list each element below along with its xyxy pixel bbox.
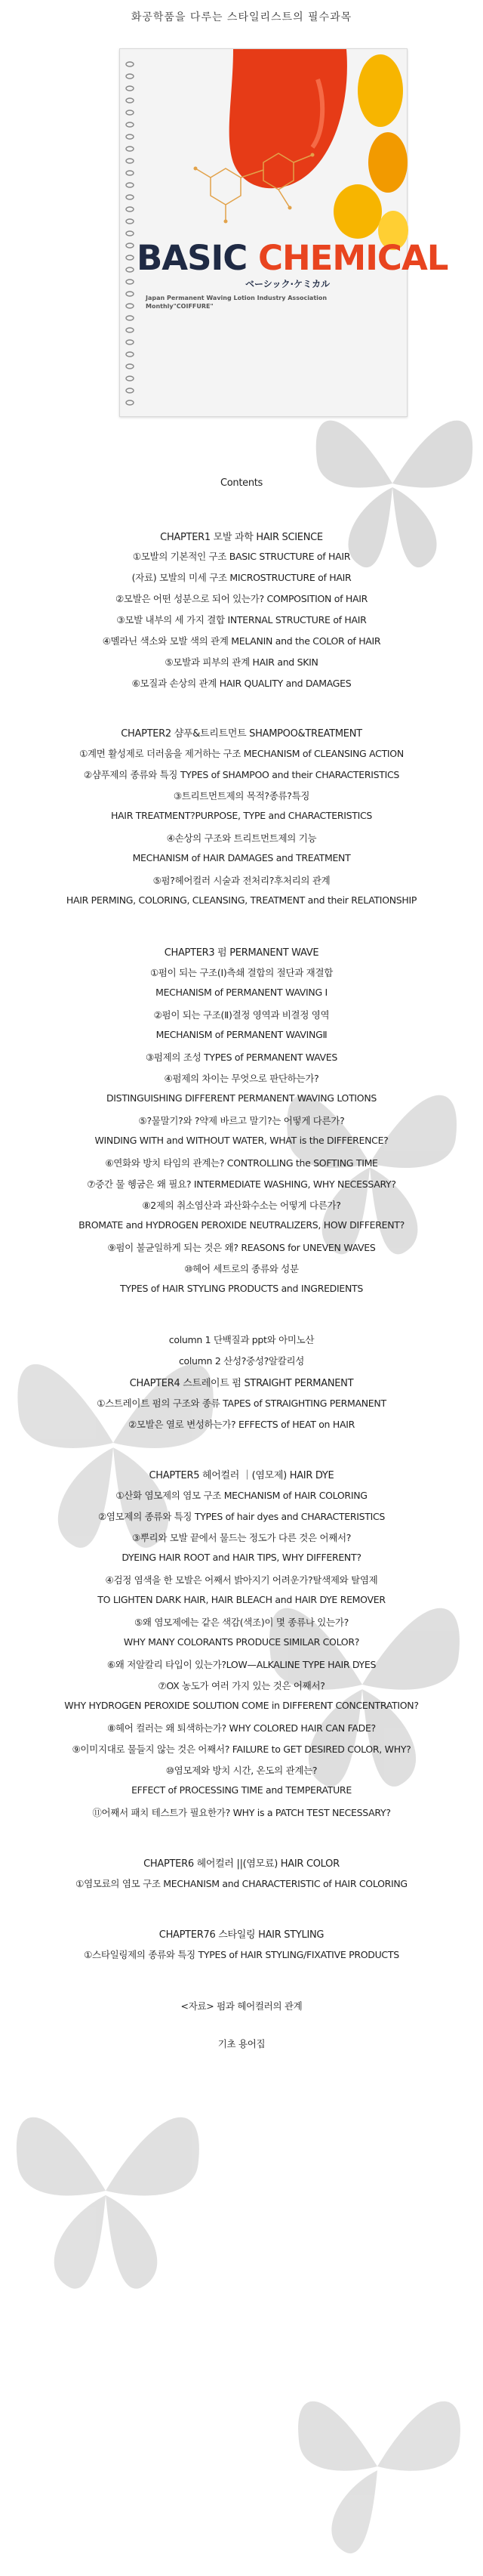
toc-item: HAIR TREATMENT?PURPOSE, TYPE and CHARACTERISTICS — [110, 810, 373, 821]
toc-item: ②샴푸제의 종류와 특징 TYPES of SHAMPOO and their CHARACTERISTICS — [83, 769, 400, 780]
toc-item: ⑪어째서 패치 테스트가 필요한가? WHY is a PATCH TEST NECESSARY? — [92, 1807, 391, 1818]
toc-item: MECHANISM of PERMANENT WAVING Ⅰ — [155, 987, 328, 998]
toc-item: WHY HYDROGEN PEROXIDE SOLUTION COME in DIFFERENT CONCENTRATION? — [64, 1700, 419, 1711]
toc-item: HAIR PERMING, COLORING, CLEANSING, TREATMENT and their RELATIONSHIP — [66, 894, 417, 906]
toc-item: WHY MANY COLORANTS PRODUCE SIMILAR COLOR? — [123, 1636, 360, 1648]
toc-item: ①펌이 되는 구조(Ⅰ)측쇄 결합의 절단과 재결합 — [150, 967, 333, 978]
toc-item: ①모발의 기본적인 구조 BASIC STRUCTURE of HAIR — [132, 551, 351, 562]
toc-item: ④검정 염색을 한 모발은 어째서 밝아지기 어려운가?탈색제와 탈염제 — [105, 1574, 378, 1586]
toc-item: BROMATE and HYDROGEN PEROXIDE NEUTRALIZERS, HOW DIFFERENT? — [78, 1219, 405, 1231]
toc-item: WINDING WITH and WITHOUT WATER, WHAT is the DIFFERENCE? — [94, 1135, 389, 1146]
toc-item: MECHANISM of HAIR DAMAGES and TREATMENT — [132, 852, 351, 863]
intro-text: 화공학품을 다루는 스타일리스트의 필수과목 — [131, 11, 352, 23]
cover-subtitle — [146, 294, 327, 310]
cover-title-basic: BASIC — [137, 238, 248, 278]
toc-item: ②모발은 어떤 성분으로 되어 있는가? COMPOSITION of HAIR — [115, 593, 368, 604]
toc-item: ⑤?물말기?와 ?약제 바르고 말기?는 어떻게 다른가? — [138, 1115, 345, 1126]
cover-subtitle-line: Monthly"COIFFURE" — [146, 303, 214, 310]
toc-item: ⑥연화와 방치 타임의 관계는? CONTROLLING the SOFTING TIME — [105, 1157, 378, 1169]
cover-subtitle-line: Japan Permanent Waving Lotion Industry Association — [146, 295, 328, 301]
butterfly-watermark-icon — [0, 2055, 211, 2327]
toc-item: TO LIGHTEN DARK HAIR, HAIR BLEACH and HAIR DYE REMOVER — [97, 1594, 386, 1605]
toc-item: ⑧헤어 컬러는 왜 퇴색하는가? WHY COLORED HAIR CAN FADE? — [107, 1722, 376, 1734]
toc-item: ⑤모발과 피부의 관계 HAIR and SKIN — [165, 656, 318, 668]
toc-item: ⑥왜 저알칼리 타입이 있는가?LOW—ALKALINE TYPE HAIR DYES — [106, 1659, 377, 1670]
toc-chapter-heading: CHAPTER5 헤어컬러 ｜(염모제) HAIR DYE — [149, 1470, 334, 1481]
toc-item: ⑨이미지대로 물들지 않는 것은 어째서? FAILURE to GET DESIRED COLOR, WHY? — [72, 1744, 411, 1755]
toc-item: 기초 용어집 — [217, 2038, 266, 2049]
toc-item: ②펌이 되는 구조(Ⅱ)결정 영역과 비결정 영역 — [153, 1009, 330, 1021]
toc-item: DISTINGUISHING DIFFERENT PERMANENT WAVING LOTIONS — [106, 1092, 377, 1104]
toc-chapter-heading: CHAPTER1 모발 과학 HAIR SCIENCE — [160, 532, 323, 543]
toc-item: ①산화 염모제의 염모 구조 MECHANISM of HAIR COLORING — [115, 1490, 368, 1501]
toc-item: ⑩염모제와 방치 시간, 온도의 관계는? — [165, 1765, 318, 1776]
toc-item: ⑥모질과 손상의 관계 HAIR QUALITY and DAMAGES — [131, 678, 352, 689]
toc-chapter-heading: CHAPTER6 헤어컬러 ||(염모료) HAIR COLOR — [143, 1858, 340, 1870]
toc-item: DYEING HAIR ROOT and HAIR TIPS, WHY DIFFERENT? — [122, 1552, 361, 1563]
toc-item: column 1 단백질과 ppt와 아미노산 — [168, 1334, 315, 1345]
toc-item: MECHANISM of PERMANENT WAVINGⅡ — [155, 1029, 328, 1040]
toc-item: ⑤왜 염모제에는 같은 색감(색조)이 몇 종류나 있는가? — [134, 1617, 349, 1628]
toc-item: EFFECT of PROCESSING TIME and TEMPERATURE — [131, 1784, 352, 1796]
book-cover — [119, 48, 448, 417]
toc-item: ⑦OX 농도가 여러 가지 있는 것은 어째서? — [158, 1680, 325, 1691]
toc-chapter-heading: CHAPTER76 스타일링 HAIR STYLING — [158, 1929, 325, 1941]
toc-item: ③펌제의 조성 TYPES of PERMANENT WAVES — [145, 1052, 338, 1063]
toc-item: (자료) 모발의 미세 구조 MICROSTRUCTURE of HAIR — [131, 572, 352, 583]
toc-item: ⑦중간 물 헹굼은 왜 필요? INTERMEDIATE WASHING, WHY NECESSARY? — [87, 1178, 396, 1190]
toc-item: ④멜라닌 색소와 모발 색의 관계 MELANIN and the COLOR of HAIR — [102, 635, 381, 647]
butterfly-watermark-icon — [272, 2357, 483, 2576]
toc-item: column 2 산성?중성?알칼리성 — [178, 1355, 305, 1367]
cover-artwork — [120, 49, 407, 416]
yellow-drop-icon — [358, 54, 403, 127]
toc-item: ①염모료의 염모 구조 MECHANISM and CHARACTERISTIC of HAIR COLORING — [75, 1878, 408, 1889]
toc-item: ③트리트먼트제의 목적?종류?특징 — [173, 790, 310, 802]
toc-item: ④펌제의 차이는 무엇으로 판단하는가? — [164, 1073, 319, 1084]
toc-item: ①스트레이트 펌의 구조와 종류 TAPES of STRAIGHTING PERMANENT — [97, 1398, 386, 1409]
cover-title — [137, 238, 448, 278]
toc-chapter-heading: CHAPTER3 펌 PERMANENT WAVE — [164, 947, 319, 959]
toc-chapter-heading: CHAPTER2 샴푸&트리트먼트 SHAMPOO&TREATMENT — [121, 728, 362, 740]
toc-item: ④손상의 구조와 트리트먼트제의 기능 — [166, 832, 317, 844]
toc-item: ②염모제의 종류와 특징 TYPES of hair dyes and CHARACTERISTICS — [97, 1511, 386, 1522]
cover-kana: ベーシック·ケミカル — [245, 279, 331, 289]
toc-item: ③모발 내부의 세 가지 결합 INTERNAL STRUCTURE of HAIR — [116, 614, 367, 625]
toc-item: ⑤펌?헤어컬러 시술과 전처리?후처리의 관계 — [152, 875, 331, 886]
toc-item: ③뿌리와 모발 끝에서 물드는 정도가 다른 것은 어째서? — [131, 1532, 352, 1543]
toc-item: ⑨펌이 불균일하게 되는 것은 왜? REASONS for UNEVEN WAVES — [107, 1242, 376, 1253]
contents-heading: Contents — [220, 477, 263, 489]
toc-item: TYPES of HAIR STYLING PRODUCTS and INGREDIENTS — [119, 1283, 364, 1294]
toc-item: ⑧2제의 취소염산과 과산화수소는 어떻게 다른가? — [142, 1200, 341, 1211]
red-drop-icon — [229, 49, 347, 188]
toc-item: ①스타일링제의 종류와 특징 TYPES of HAIR STYLING/FIXATIVE PRODUCTS — [84, 1949, 399, 1960]
toc-item: ①계면 활성제로 더러움을 제거하는 구조 MECHANISM of CLEANSING ACTION — [79, 748, 404, 759]
toc-item: <자료> 펌과 헤어컬러의 관계 — [180, 2000, 303, 2012]
cover-title-chemical: CHEMICAL — [257, 238, 448, 278]
toc-chapter-heading: CHAPTER4 스트레이트 펌 STRAIGHT PERMANENT — [129, 1378, 354, 1389]
toc-item: ②모발은 열로 변성하는가? EFFECTS of HEAT on HAIR — [128, 1419, 355, 1430]
toc-item: ⑩헤어 세트로의 종류와 성분 — [184, 1263, 299, 1274]
